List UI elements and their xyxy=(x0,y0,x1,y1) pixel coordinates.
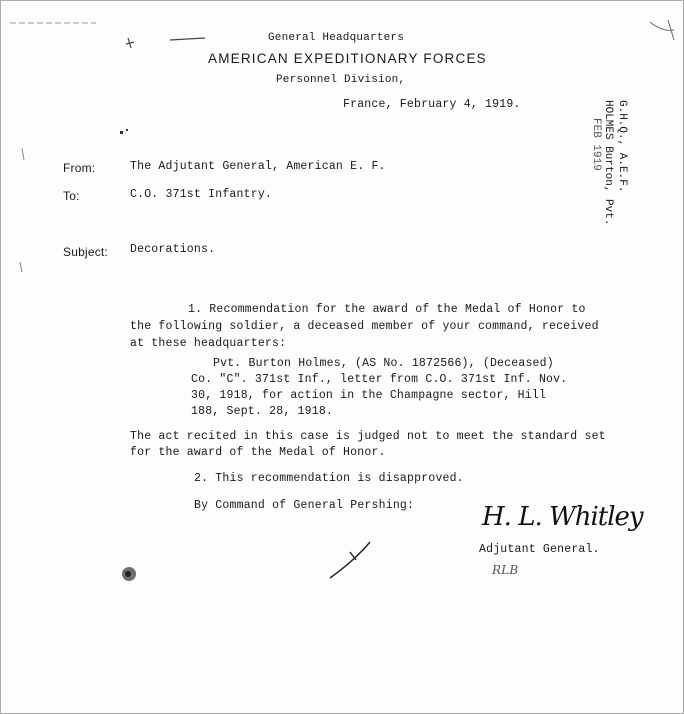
side-notation xyxy=(601,100,629,225)
from-value: The Adjutant General, American E. F. xyxy=(130,160,386,173)
body-p1-line2: the following soldier, a deceased member of your command, received xyxy=(130,320,599,333)
subject-label: Subject: xyxy=(63,245,108,259)
letterhead-line1: General Headquarters xyxy=(268,32,405,44)
signature-title: Adjutant General. xyxy=(479,543,600,556)
letterhead-title: AMERICAN EXPEDITIONARY FORCES xyxy=(208,51,487,66)
body-quote-line3: 30, 1918, for action in the Champagne sector, Hill xyxy=(191,389,547,402)
side-notation-line1: G.H.Q., A.E.F. xyxy=(616,100,628,193)
from-label: From: xyxy=(63,161,96,175)
signature: H. L. Whitley xyxy=(482,502,643,532)
body-p3-line1: The act recited in this case is judged not to meet the standard set xyxy=(130,430,606,443)
body-quote-line2: Co. "C". 371st Inf., letter from C.O. 371st Inf. Nov. xyxy=(191,373,568,386)
to-label: To: xyxy=(63,189,80,203)
body-closing: By Command of General Pershing: xyxy=(194,499,415,512)
body-p1-line1: 1. Recommendation for the award of the Medal of Honor to xyxy=(188,303,586,316)
initials: RLB xyxy=(492,563,519,577)
body-p1-line3: at these headquarters: xyxy=(130,337,287,350)
received-stamp: FEB 1919 xyxy=(590,118,602,171)
body-p3-line2: for the award of the Medal of Honor. xyxy=(130,446,386,459)
letter-date: France, February 4, 1919. xyxy=(343,98,521,111)
side-notation-line2: HOLMES Burton, Pvt. xyxy=(602,100,614,226)
body-quote-line1: Pvt. Burton Holmes, (AS No. 1872566), (Deceased) xyxy=(213,357,554,370)
subject-value: Decorations. xyxy=(130,243,216,256)
body-p4: 2. This recommendation is disapproved. xyxy=(194,472,464,485)
body-quote-line4: 188, Sept. 28, 1918. xyxy=(191,405,334,418)
letterhead-division: Personnel Division, xyxy=(276,74,406,86)
to-value: C.O. 371st Infantry. xyxy=(130,188,273,201)
